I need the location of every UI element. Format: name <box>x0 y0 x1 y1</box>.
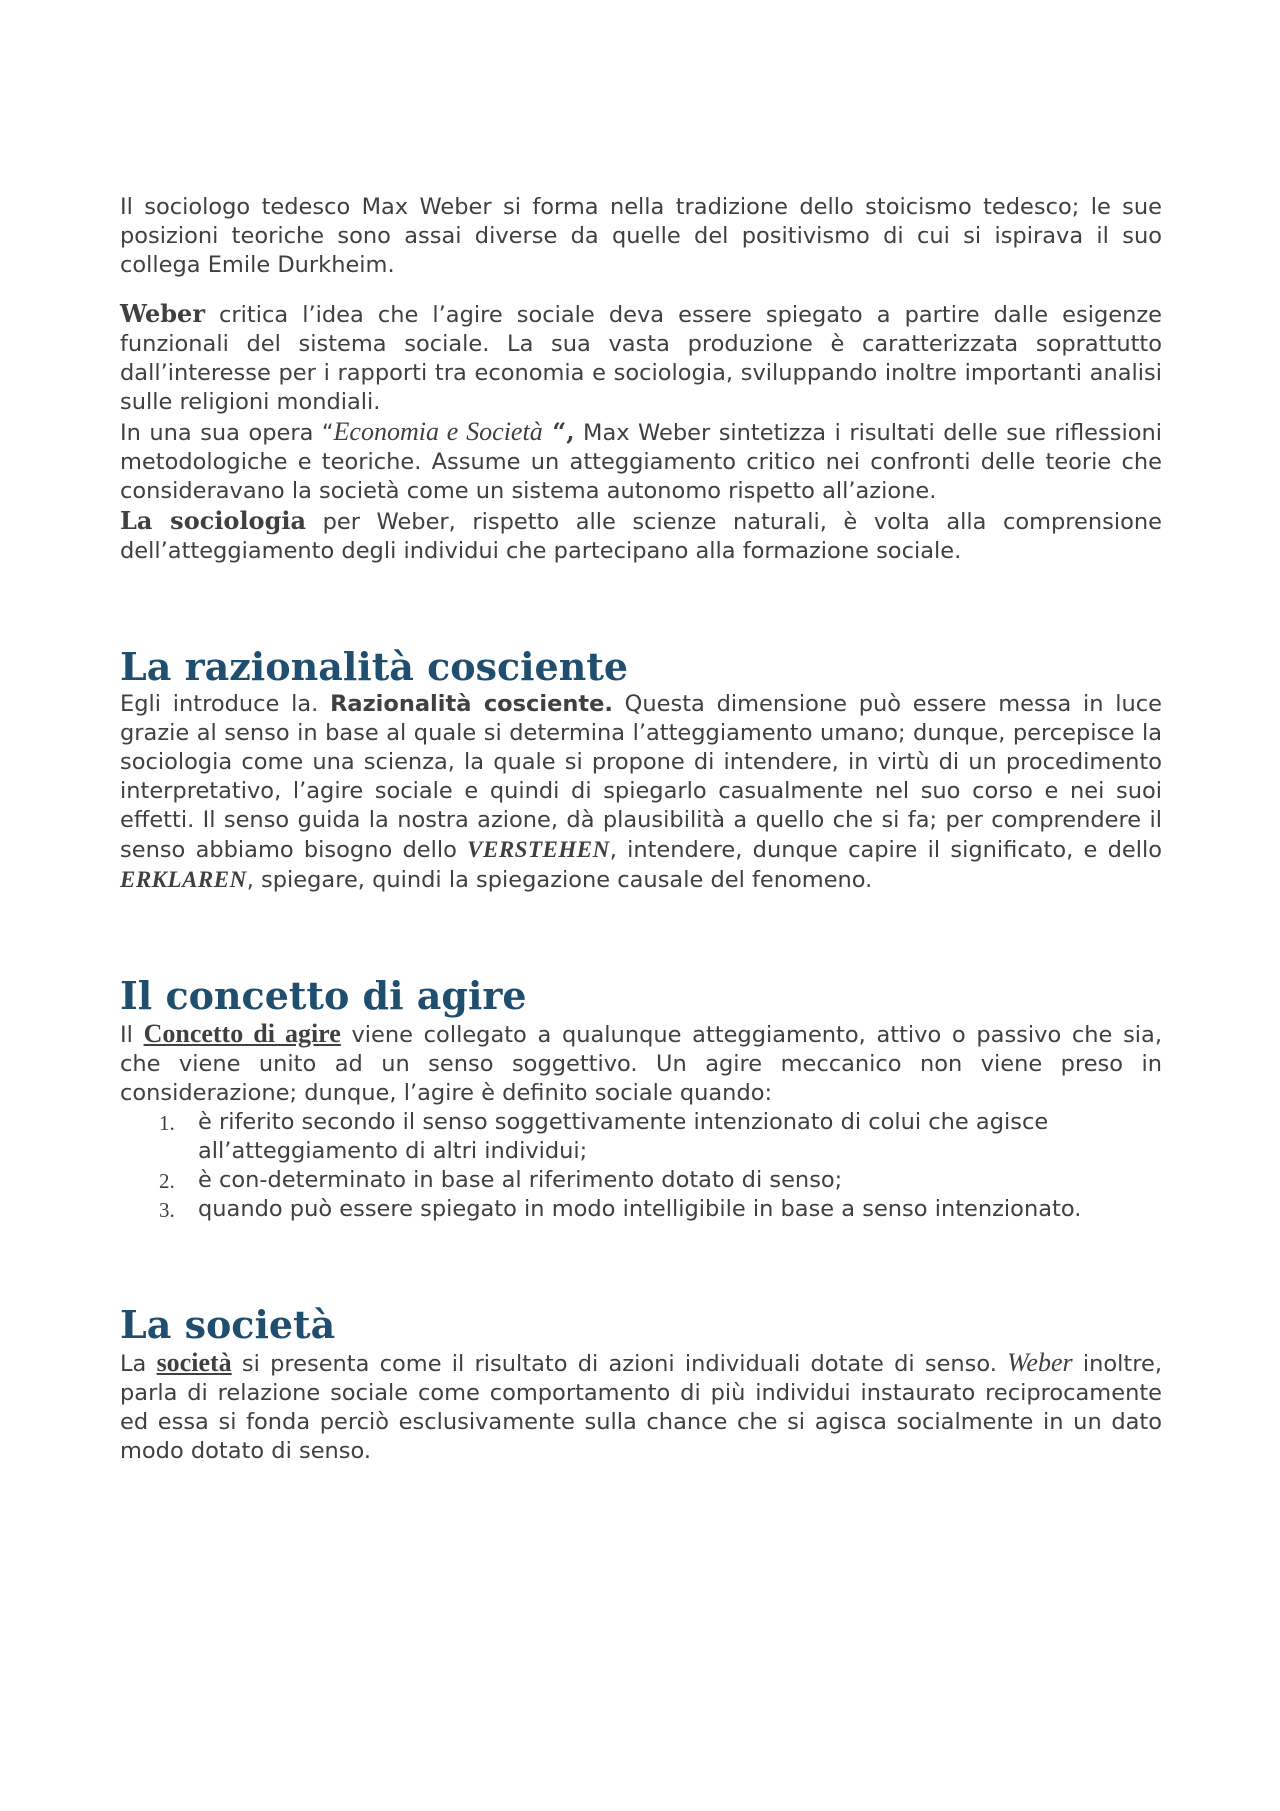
concetto-paragraph <box>120 1019 1162 1108</box>
list-item <box>159 1195 1162 1224</box>
societa-text-2: inoltre, parla di relazione sociale come comportamento di più individui instaurato reciprocamente ed essa si fonda perciò esclusivamente sulla chance che si agisca socialmente in un dato modo dotato di senso. <box>120 1351 1162 1464</box>
societa-paragraph <box>120 1348 1162 1466</box>
list-item <box>159 1108 1162 1166</box>
term-erklaren: ERKLAREN <box>120 867 247 892</box>
societa-term: società <box>156 1348 232 1377</box>
weber-lead: Weber <box>120 299 205 328</box>
razionalita-text-1: Questa dimensione può essere messa in luce grazie al senso in base al quale si determina l’atteggiamento umano; dunque, percepisce la sociologia come una scienza, la quale si propone di intendere, in virtù di un procedimento interpretativo, l’agire sociale e quindi di spiegarlo casualmente nel suo corso e nei suoi effetti. Il senso guida la nostra azione, dà plausibilità a quello che si fa; per comprendere il senso abbiamo bisogno dello <box>120 691 1162 863</box>
razionalita-text-3: , spiegare, quindi la spiegazione causale del fenomeno. <box>246 867 873 893</box>
term-verstehen: VERSTEHEN <box>467 837 610 862</box>
razionalita-text-2: , intendere, dunque capire il significato, e dello <box>609 837 1162 863</box>
list-item <box>159 1166 1162 1195</box>
sociologia-text: per Weber, rispetto alle scienze naturali, è volta alla comprensione dell’atteggiamento degli individui che partecipano alla formazione sociale. <box>120 509 1162 564</box>
sociologia-paragraph <box>120 506 1162 566</box>
heading-concetto-agire: Il concetto di agire <box>120 973 527 1018</box>
list-item-number: 2. <box>159 1169 175 1193</box>
concetto-pre: Il <box>120 1022 144 1048</box>
heading-razionalita: La razionalità cosciente <box>120 644 629 689</box>
razionalita-paragraph <box>120 690 1162 895</box>
quote-close: “, <box>542 417 575 446</box>
heading-societa: La società <box>120 1302 336 1347</box>
list-item-number: 1. <box>159 1111 175 1135</box>
opera-text-pre: In una sua opera “ <box>120 420 334 446</box>
sociologia-lead: La sociologia <box>120 506 307 535</box>
weber-text-1: critica l’idea che l’agire sociale deva essere spiegato a partire dalle esigenze funzionali del sistema sociale. La sua vasta produzione è caratterizzata soprattutto dall’interesse per i rapporti tra economia e sociologia, sviluppando inoltre importanti analisi sulle religioni mondiali. <box>120 302 1162 415</box>
concetto-term: Concetto di agire <box>143 1019 341 1048</box>
agire-list <box>120 1108 1162 1224</box>
opera-paragraph <box>120 417 1162 506</box>
weber-paragraph <box>120 299 1162 417</box>
document-page <box>120 193 1162 1466</box>
list-item-number: 3. <box>159 1198 175 1222</box>
razionalita-bold-term: Razionalità cosciente. <box>330 691 613 717</box>
societa-pre: La <box>120 1351 157 1377</box>
razionalita-pre: Egli introduce la. <box>120 691 331 717</box>
opera-text-post: Max Weber sintetizza i risultati delle sue riflessioni metodologiche e teoriche. Assume un atteggiamento critico nei confronti delle teorie che consideravano la società come un sistema autonomo rispetto all’azione. <box>120 420 1162 504</box>
list-item-text: è con-determinato in base al riferimento dotato di senso; <box>198 1167 843 1193</box>
societa-weber: Weber <box>1007 1348 1073 1377</box>
list-item-text: è riferito secondo il senso soggettivamente intenzionato di colui che agisce all’atteggiamento di altri individui; <box>198 1109 1049 1164</box>
societa-text-1: si presenta come il risultato di azioni individuali dotate di senso. <box>231 1351 1008 1377</box>
list-item-text: quando può essere spiegato in modo intelligibile in base a senso intenzionato. <box>198 1196 1082 1222</box>
intro-paragraph: Il sociologo tedesco Max Weber si forma nella tradizione dello stoicismo tedesco; le sue posizioni teoriche sono assai diverse da quelle del positivismo di cui si ispirava il suo collega Emile Durkheim. <box>120 194 1162 278</box>
concetto-text: viene collegato a qualunque atteggiamento, attivo o passivo che sia, che viene unito ad un senso soggettivo. Un agire meccanico non viene preso in considerazione; dunque, l’agire è definito sociale quando: <box>120 1022 1162 1106</box>
work-title: Economia e Società <box>333 417 543 446</box>
